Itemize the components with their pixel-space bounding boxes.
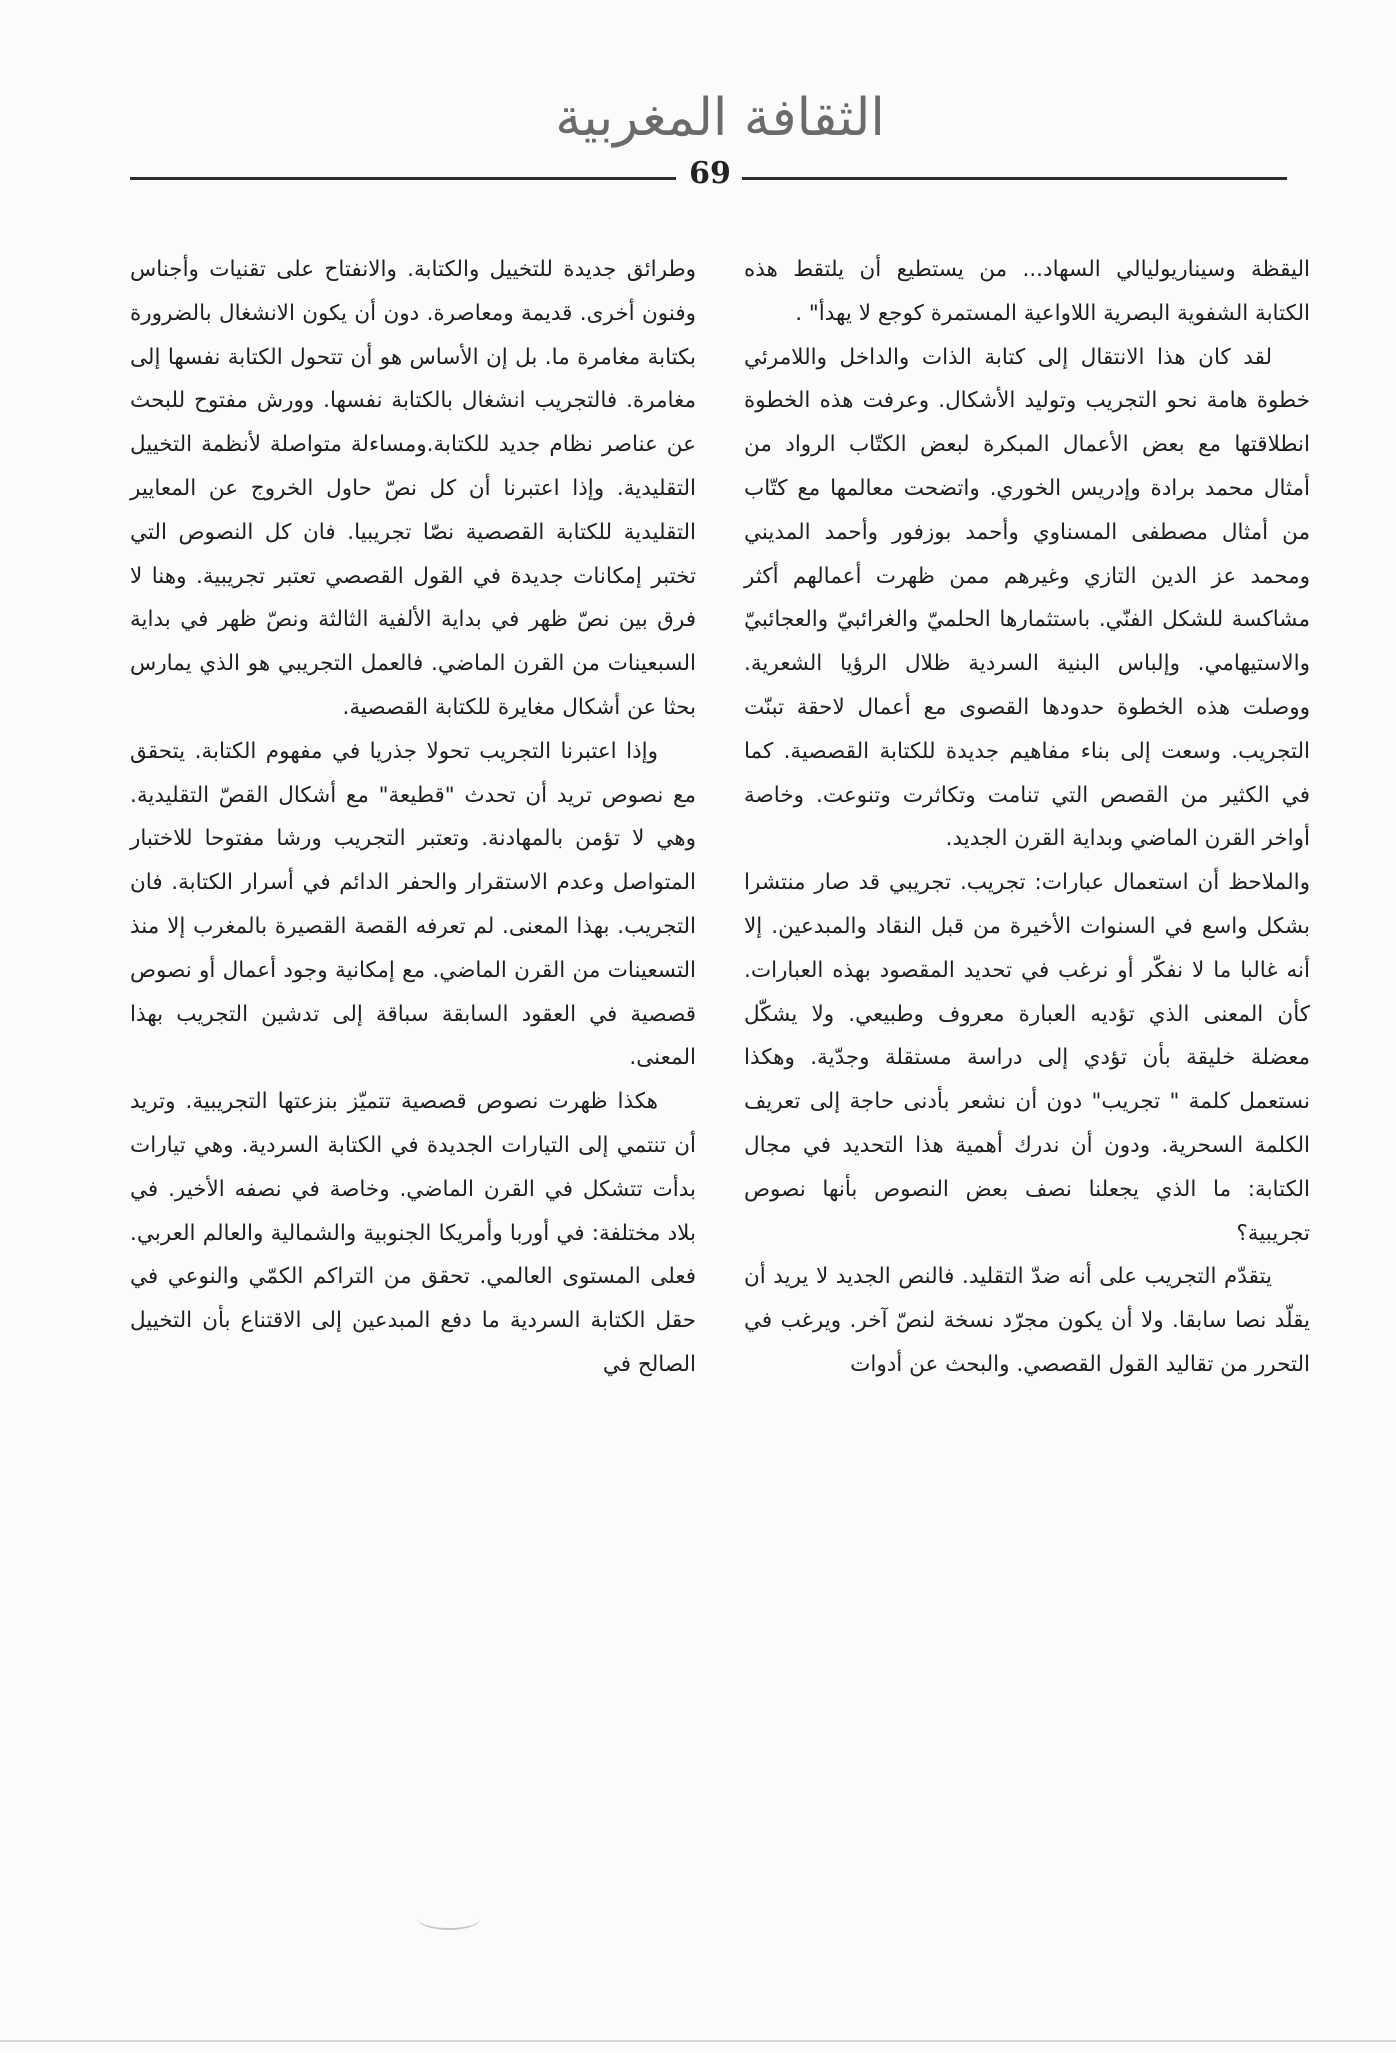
paragraph: وإذا اعتبرنا التجريب تحولا جذريا في مفهوم الكتابة. يتحقق مع نصوص تريد أن تحدث "قطيعة" مع أشكال القصّ التقليدية. وهي لا تؤمن بالمهادنة. وتعتبر التجريب ورشا مفتوحا للاختبار المتواصل وعدم الاستقرار والحفر الدائم في أسرار الكتابة. فان التجريب. بهذا المعنى. لم تعرفه القصة القصيرة بالمغرب إلا منذ التسعينات من القرن الماضي. مع إمكانية وجود أعمال أو نصوص قصصية في العقود السابقة سباقة إلى تدشين التجريب بهذا المعنى.	[130, 738, 696, 1071]
paragraph: اليقظة وسيناريوليالي السهاد... من يستطيع أن يلتقط هذه الكتابة الشفوية البصرية اللاواعية المستمرة كوجع لا يهدأ" .	[744, 257, 1310, 326]
header-rule-right	[742, 177, 1287, 180]
paragraph: لقد كان هذا الانتقال إلى كتابة الذات والداخل واللامرئي خطوة هامة نحو التجريب وتوليد الأشكال. وعرفت هذه الخطوة انطلاقتها مع بعض الأعمال المبكرة لبعض الكتّاب الرواد من أمثال محمد برادة وإدريس الخوري. واتضحت معالمها مع كتّاب من أمثال مصطفى المسناوي وأحمد بوزفور وأحمد المديني ومحمد عز الدين التازي وغيرهم ممن ظهرت أعمالهم أكثر مشاكسة للشكل الفنّي. باستثمارها الحلميّ والغرائبيّ والعجائبيّ والاستيهامي. وإلباس البنية السردية ظلال الرؤيا الشعرية. ووصلت هذه الخطوة حدودها القصوى مع أعمال لاحقة تبنّت التجريب. وسعت إلى بناء مفاهيم جديدة للكتابة القصصية. كما في الكثير من القصص التي تنامت وتكاثرت وتنوعت. وخاصة أواخر القرن الماضي وبداية القرن الجديد.	[744, 344, 1310, 852]
paragraph: وطرائق جديدة للتخييل والكتابة. والانفتاح على تقنيات وأجناس وفنون أخرى. قديمة ومعاصرة. دون أن يكون الانشغال بالضرورة بكتابة مغامرة ما. بل إن الأساس هو أن تتحول الكتابة نفسها إلى مغامرة. فالتجريب انشغال بالكتابة نفسها. وورش مفتوح للبحث عن عناصر نظام جديد للكتابة.ومساءلة متواصلة لأنظمة التخييل التقليدية. وإذا اعتبرنا أن كل نصّ حاول الخروج عن المعايير التقليدية للكتابة القصصية نصّا تجريبيا. فان كل النصوص التي تختبر إمكانات جديدة في القول القصصي تعتبر تجريبية. وهنا لا فرق بين نصّ ظهر في بداية الألفية الثالثة ونصّ ظهر في بداية السبعينات من القرن الماضي. فالعمل التجريبي هو الذي يمارس بحثا عن أشكال مغايرة للكتابة القصصية.	[130, 257, 696, 720]
article-column-left	[130, 248, 696, 1387]
page-number: 69	[689, 156, 731, 191]
page-edge	[0, 2040, 1396, 2042]
paragraph: والملاحظ أن استعمال عبارات: تجريب. تجريبي قد صار منتشرا بشكل واسع في السنوات الأخيرة من قبل النقاد والمبدعين. إلا أنه غالبا ما لا نفكّر أو نرغب في تحديد المقصود بهذه العبارات. كأن المعنى الذي تؤديه العبارة معروف وطبيعي. ولا يشكّل معضلة خليقة بأن تؤدي إلى دراسة مستقلة وجدّية. وهكذا نستعمل كلمة " تجريب" دون أن نشعر بأدنى حاجة إلى تعريف الكلمة السحرية. ودون أن ندرك أهمية هذا التحديد في مجال الكتابة: ما الذي يجعلنا نصف بعض النصوص بأنها نصوص تجريبية؟	[744, 870, 1310, 1246]
article-column-right	[744, 248, 1310, 1387]
magazine-title: الثقافة المغربية	[555, 88, 885, 148]
binding-mark	[418, 1908, 480, 1930]
masthead	[0, 88, 1396, 148]
paragraph: هكذا ظهرت نصوص قصصية تتميّز بنزعتها التجريبية. وتريد أن تنتمي إلى التيارات الجديدة في الكتابة السردية. وهي تيارات بدأت تتشكل في القرن الماضي. وخاصة في نصفه الأخير. في بلاد مختلفة: في أوربا وأمريكا الجنوبية والشمالية والعالم العربي. فعلى المستوى العالمي. تحقق من التراكم الكمّي والنوعي في حقل الكتابة السردية ما دفع المبدعين إلى الاقتناع بأن التخييل الصالح في	[130, 1089, 696, 1377]
paragraph: يتقدّم التجريب على أنه ضدّ التقليد. فالنص الجديد لا يريد أن يقلّد نصا سابقا. ولا أن يكون مجرّد نسخة لنصّ آخر. ويرغب في التحرر من تقاليد القول القصصي. والبحث عن أدوات	[744, 1264, 1310, 1377]
header-rule-left	[130, 177, 676, 180]
